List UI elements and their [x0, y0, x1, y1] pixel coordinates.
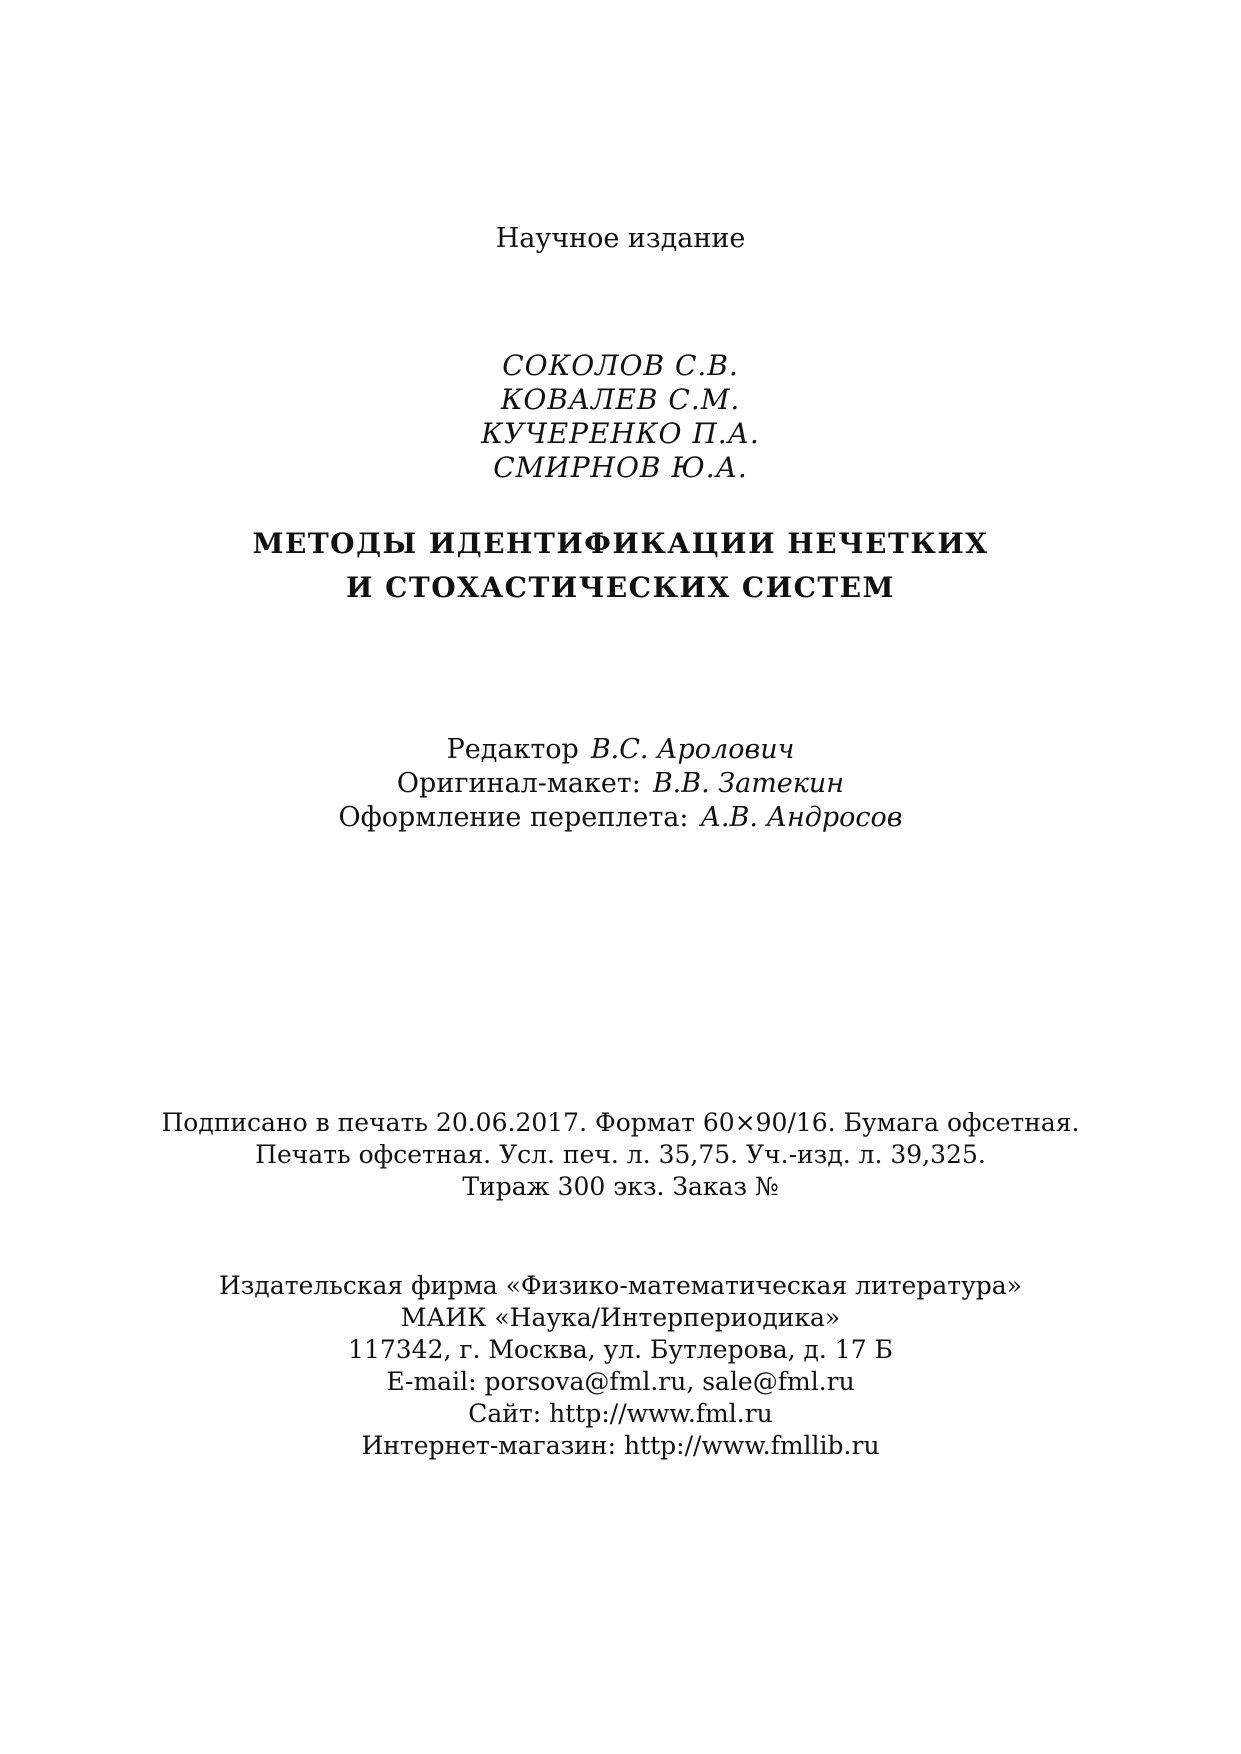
series-label: [0, 222, 1241, 256]
credit-cover: [0, 801, 1241, 835]
author-name: СОКОЛОВ С.В.: [502, 349, 739, 382]
credit-person: А.В. Андросов: [700, 802, 903, 833]
series-text: Научное издание: [495, 223, 746, 254]
authors-list: [0, 349, 1241, 485]
publisher-email: E-mail: porsova@fml.ru, sale@fml.ru: [386, 1367, 855, 1396]
publisher-site: Сайт: http://www.fml.ru: [468, 1399, 773, 1428]
print-line: Подписано в печать 20.06.2017. Формат 60×90/16. Бумага офсетная.: [161, 1108, 1080, 1137]
credit-role: Редактор: [446, 734, 579, 765]
book-title: [0, 522, 1241, 610]
title-line: МЕТОДЫ ИДЕНТИФИКАЦИИ НЕЧЕТКИХ: [252, 527, 989, 560]
publisher-line: МАИК «Наука/Интерпериодика»: [400, 1303, 841, 1332]
title-line: И СТОХАСТИЧЕСКИХ СИСТЕМ: [345, 571, 896, 604]
author-name: КУЧЕРЕНКО П.А.: [481, 417, 760, 450]
print-details: [0, 1107, 1241, 1203]
publisher-address: 117342, г. Москва, ул. Бутлерова, д. 17 Б: [348, 1335, 893, 1364]
publisher-line: Издательская фирма «Физико-математическая литература»: [219, 1271, 1022, 1300]
credit-person: В.С. Аролович: [590, 734, 795, 765]
credit-editor: [0, 733, 1241, 767]
print-line: Печать офсетная. Усл. печ. л. 35,75. Уч.-изд. л. 39,325.: [255, 1140, 986, 1169]
credit-role: Оформление переплета:: [338, 802, 689, 833]
credit-layout: [0, 767, 1241, 801]
print-line: Тираж 300 экз. Заказ №: [462, 1172, 779, 1201]
credit-person: В.В. Затекин: [652, 768, 845, 799]
publisher-details: [0, 1270, 1241, 1462]
credits-list: [0, 733, 1241, 835]
credit-role: Оригинал-макет:: [396, 768, 641, 799]
author-name: СМИРНОВ Ю.А.: [493, 451, 748, 484]
author-name: КОВАЛЕВ С.М.: [500, 383, 741, 416]
publisher-shop: Интернет-магазин: http://www.fmllib.ru: [361, 1431, 880, 1460]
